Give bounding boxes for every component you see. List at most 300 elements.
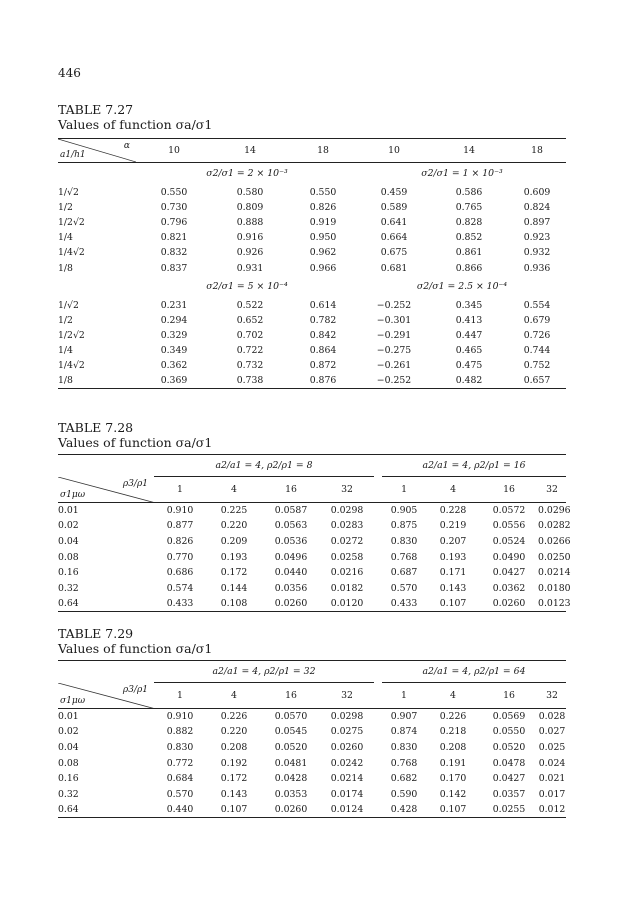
table-cell: 0.0124	[320, 802, 374, 818]
row-label: 0.04	[58, 741, 79, 753]
corner-a1-h1: a1/h1	[60, 150, 86, 160]
row-label: 1/√2	[58, 186, 79, 198]
table-cell: 0.907	[390, 711, 418, 723]
table-7-28-heading	[58, 420, 212, 450]
table-cell: 0.0357	[492, 788, 526, 800]
table-cell: 0.675	[380, 247, 408, 259]
table-cell: 0.950	[309, 232, 337, 244]
table-cell: 0.219	[439, 520, 467, 532]
table-cell: 0.0353	[274, 788, 308, 800]
row-label: 1/√2	[58, 299, 79, 311]
table-cell: 0.550	[309, 186, 337, 198]
col-header: 32	[538, 477, 566, 503]
table-cell: 0.609	[523, 186, 551, 198]
table-cell: 0.782	[309, 314, 337, 326]
table-7-28-label: TABLE 7.28	[58, 420, 134, 435]
table-cell: 0.738	[212, 374, 288, 389]
row-label: 0.16	[58, 773, 79, 785]
row-label: 1/2√2	[58, 330, 85, 342]
table-cell: 0.768	[390, 757, 418, 769]
table-cell: 0.809	[236, 201, 264, 213]
col-header: 18	[288, 139, 358, 163]
table-cell: 0.440	[154, 802, 206, 818]
column-gap	[374, 771, 382, 787]
table-cell: 0.828	[455, 216, 483, 228]
table-7-27-caption: Values of function σa/σ1	[58, 117, 213, 132]
group-right-header: a2/a1 = 4, ρ2/ρ1 = 16	[382, 455, 566, 477]
table-cell: 0.0587	[274, 505, 308, 517]
table-cell: 0.0298	[330, 505, 364, 517]
table-7-27-label: TABLE 7.27	[58, 102, 134, 117]
table-cell: 0.772	[166, 757, 194, 769]
table-cell: 0.0283	[330, 520, 364, 532]
table-7-29-corner-cell	[58, 683, 154, 709]
table-cell: 0.837	[160, 262, 188, 274]
row-label: 1/4	[58, 345, 73, 357]
table-cell: 0.465	[455, 345, 483, 357]
table-cell: 0.888	[236, 216, 264, 228]
col-header: 32	[538, 683, 566, 709]
table-7-28	[58, 454, 571, 612]
row-label: 1/8	[58, 262, 73, 274]
table-cell: 0.752	[523, 360, 551, 372]
table-cell: −0.261	[376, 360, 412, 372]
col-header: 4	[426, 683, 480, 709]
table-cell: 0.0120	[320, 596, 374, 612]
table-row	[58, 518, 566, 534]
table-cell: 0.0427	[492, 773, 526, 785]
table-cell: 0.0182	[330, 582, 364, 594]
table-cell: 0.433	[382, 596, 426, 612]
block2-left-condition: σ2/σ1 = 5 × 10⁻⁴	[206, 281, 288, 293]
group-left-header: a2/a1 = 4, ρ2/ρ1 = 32	[154, 661, 374, 683]
table-cell: 0.926	[236, 247, 264, 259]
corner-rho3-rho1: ρ3/ρ1	[122, 684, 148, 695]
page-number: 446	[58, 66, 81, 80]
table-cell: 0.936	[523, 262, 551, 274]
col-header: 10	[358, 139, 430, 163]
table-row	[58, 596, 566, 612]
table-cell: −0.252	[358, 374, 430, 389]
table-cell: 0.0556	[492, 520, 526, 532]
table-cell: 0.0180	[538, 582, 571, 594]
table-cell: 0.962	[309, 247, 337, 259]
table-cell: 0.369	[136, 374, 212, 389]
table-cell: 0.207	[439, 535, 467, 547]
table-7-28-corner-cell	[58, 477, 154, 503]
column-gap	[374, 802, 382, 818]
table-cell: 0.0260	[262, 596, 320, 612]
col-header: 4	[206, 683, 262, 709]
table-cell: 0.170	[439, 773, 467, 785]
table-cell: 0.0255	[480, 802, 538, 818]
table-cell: 0.226	[439, 711, 467, 723]
table-cell: 0.208	[220, 741, 248, 753]
group-left-header: a2/a1 = 4, ρ2/ρ1 = 8	[154, 455, 374, 477]
table-cell: 0.0362	[492, 582, 526, 594]
table-cell: 0.919	[309, 216, 337, 228]
row-label: 1/2	[58, 314, 73, 326]
table-7-27	[58, 138, 566, 389]
table-cell: 0.866	[455, 262, 483, 274]
table-cell: 0.826	[309, 201, 337, 213]
table-cell: 0.0524	[492, 535, 526, 547]
table-cell: 0.218	[439, 726, 467, 738]
table-cell: 0.172	[220, 567, 248, 579]
table-cell: 0.107	[426, 802, 480, 818]
table-row	[58, 580, 566, 596]
table-cell: 0.475	[455, 360, 483, 372]
table-cell: 0.590	[390, 788, 418, 800]
table-cell: 0.730	[160, 201, 188, 213]
table-cell: 0.171	[439, 567, 467, 579]
table-cell: 0.570	[390, 582, 418, 594]
table-cell: 0.0569	[492, 711, 526, 723]
table-row	[58, 260, 566, 275]
row-label: 0.32	[58, 788, 79, 800]
col-header: 14	[430, 139, 508, 163]
table-cell: 0.684	[166, 773, 194, 785]
table-cell: 0.0496	[274, 551, 308, 563]
table-cell: 0.0272	[330, 535, 364, 547]
column-gap	[374, 565, 382, 581]
table-row	[58, 534, 566, 550]
row-label: 0.64	[58, 596, 154, 612]
table-cell: 0.702	[236, 330, 264, 342]
table-cell: 0.0258	[330, 551, 364, 563]
table-row	[58, 771, 566, 787]
table-cell: 0.826	[166, 535, 194, 547]
corner-rho3-rho1: ρ3/ρ1	[122, 478, 148, 489]
table-cell: 0.864	[309, 345, 337, 357]
table-cell: 0.0282	[538, 520, 571, 532]
table-cell: 0.413	[455, 314, 483, 326]
table-cell: 0.482	[430, 374, 508, 389]
table-cell: 0.861	[455, 247, 483, 259]
table-row	[58, 724, 566, 740]
table-cell: 0.209	[220, 535, 248, 547]
table-cell: 0.231	[160, 299, 188, 311]
table-cell: −0.252	[376, 299, 412, 311]
table-cell: 0.0275	[330, 726, 364, 738]
row-label: 0.64	[58, 802, 154, 818]
table-cell: 0.0570	[274, 711, 308, 723]
row-label: 0.02	[58, 726, 79, 738]
row-label: 0.32	[58, 582, 79, 594]
table-cell: 0.0481	[274, 757, 308, 769]
col-header: 14	[212, 139, 288, 163]
table-cell: 0.522	[236, 299, 264, 311]
table-7-29-label: TABLE 7.29	[58, 626, 134, 641]
table-cell: 0.0428	[274, 773, 308, 785]
table-row	[58, 200, 566, 215]
row-label: 1/8	[58, 374, 136, 389]
table-7-27-corner-cell	[58, 139, 136, 163]
table-cell: 0.021	[538, 773, 566, 785]
table-cell: 0.228	[439, 505, 467, 517]
table-cell: 0.580	[236, 186, 264, 198]
table-cell: 0.362	[160, 360, 188, 372]
table-cell: 0.932	[523, 247, 551, 259]
table-cell: 0.0520	[492, 741, 526, 753]
table-cell: 0.882	[166, 726, 194, 738]
table-cell: 0.722	[236, 345, 264, 357]
table-cell: 0.768	[390, 551, 418, 563]
group-right-header: a2/a1 = 4, ρ2/ρ1 = 64	[382, 661, 566, 683]
table-cell: 0.682	[390, 773, 418, 785]
table-cell: 0.0242	[330, 757, 364, 769]
table-cell: 0.916	[236, 232, 264, 244]
table-cell: 0.0490	[492, 551, 526, 563]
column-gap	[374, 596, 382, 612]
table-cell: 0.641	[380, 216, 408, 228]
table-row	[58, 313, 566, 328]
column-gap	[374, 534, 382, 550]
table-cell: 0.225	[220, 505, 248, 517]
table-row	[58, 786, 566, 802]
column-gap	[374, 549, 382, 565]
table-cell: 0.875	[390, 520, 418, 532]
table-cell: 0.744	[523, 345, 551, 357]
table-cell: 0.028	[538, 711, 566, 723]
table-row	[58, 328, 566, 343]
table-row	[58, 215, 566, 230]
table-cell: 0.0214	[538, 567, 571, 579]
row-label: 0.08	[58, 757, 79, 769]
block1-right-condition: σ2/σ1 = 1 × 10⁻³	[421, 168, 503, 180]
table-cell: 0.0260	[480, 596, 538, 612]
column-gap	[374, 503, 382, 519]
column-gap	[374, 724, 382, 740]
table-cell: 0.012	[538, 802, 566, 818]
col-header: 16	[262, 683, 320, 709]
table-cell: 0.0214	[330, 773, 364, 785]
table-cell: 0.447	[455, 330, 483, 342]
table-cell: 0.554	[523, 299, 551, 311]
table-row	[58, 298, 566, 313]
table-cell: 0.657	[508, 374, 566, 389]
table-cell: 0.193	[439, 551, 467, 563]
table-cell: 0.923	[523, 232, 551, 244]
table-cell: 0.0250	[538, 551, 571, 563]
table-row	[58, 503, 566, 519]
table-cell: 0.0296	[538, 505, 571, 517]
table-cell: 0.459	[380, 186, 408, 198]
table-row	[58, 549, 566, 565]
table-cell: 0.144	[220, 582, 248, 594]
col-header: 4	[426, 477, 480, 503]
table-row	[58, 709, 566, 725]
table-cell: 0.329	[160, 330, 188, 342]
table-cell: 0.821	[160, 232, 188, 244]
table-row	[58, 740, 566, 756]
table-cell: 0.664	[380, 232, 408, 244]
table-cell: 0.349	[160, 345, 188, 357]
table-cell: 0.679	[523, 314, 551, 326]
table-cell: 0.905	[390, 505, 418, 517]
table-row	[58, 245, 566, 260]
row-label: 0.01	[58, 711, 79, 723]
table-cell: 0.142	[439, 788, 467, 800]
table-cell: 0.017	[538, 788, 566, 800]
table-cell: 0.910	[166, 505, 194, 517]
col-header: 1	[154, 477, 206, 503]
table-cell: 0.910	[166, 711, 194, 723]
table-cell: 0.107	[426, 596, 480, 612]
table-cell: 0.852	[455, 232, 483, 244]
col-header: 1	[382, 683, 426, 709]
row-label: 1/4√2	[58, 247, 85, 259]
table-cell: 0.614	[309, 299, 337, 311]
table-cell: 0.220	[220, 520, 248, 532]
table-cell: 0.428	[382, 802, 426, 818]
table-cell: 0.842	[309, 330, 337, 342]
table-cell: 0.765	[455, 201, 483, 213]
row-label: 0.16	[58, 567, 79, 579]
corner-alpha: α	[123, 141, 130, 151]
table-cell: 0.0563	[274, 520, 308, 532]
table-row	[58, 755, 566, 771]
table-cell: −0.275	[376, 345, 412, 357]
table-cell: 0.192	[220, 757, 248, 769]
table-cell: 0.732	[236, 360, 264, 372]
column-gap	[374, 786, 382, 802]
table-cell: 0.550	[160, 186, 188, 198]
table-cell: 0.770	[166, 551, 194, 563]
col-header: 1	[154, 683, 206, 709]
table-7-28-caption: Values of function σa/σ1	[58, 435, 213, 450]
table-cell: 0.872	[309, 360, 337, 372]
block1-left-condition: σ2/σ1 = 2 × 10⁻³	[206, 168, 288, 180]
table-row	[58, 565, 566, 581]
col-header: 32	[320, 683, 374, 709]
table-cell: 0.687	[390, 567, 418, 579]
table-cell: 0.681	[380, 262, 408, 274]
table-cell: 0.108	[206, 596, 262, 612]
table-cell: 0.877	[166, 520, 194, 532]
column-gap	[374, 755, 382, 771]
table-cell: 0.0260	[330, 741, 364, 753]
col-header: 16	[480, 683, 538, 709]
col-header: 10	[136, 139, 212, 163]
table-cell: 0.966	[309, 262, 337, 274]
row-label: 1/2	[58, 201, 73, 213]
table-cell: 0.931	[236, 262, 264, 274]
row-label: 0.01	[58, 505, 79, 517]
table-cell: 0.0572	[492, 505, 526, 517]
column-gap	[374, 709, 382, 725]
col-header: 18	[508, 139, 566, 163]
table-cell: 0.589	[380, 201, 408, 213]
block2-right-condition: σ2/σ1 = 2.5 × 10⁻⁴	[416, 281, 508, 293]
table-7-27-heading	[58, 102, 212, 132]
table-7-29-caption: Values of function σa/σ1	[58, 641, 213, 656]
table-row	[58, 343, 566, 358]
table-cell: 0.0478	[492, 757, 526, 769]
table-cell: 0.0123	[538, 596, 566, 612]
table-cell: −0.301	[376, 314, 412, 326]
row-label: 0.04	[58, 535, 79, 547]
table-cell: 0.876	[288, 374, 358, 389]
table-cell: 0.024	[538, 757, 566, 769]
table-cell: 0.0356	[274, 582, 308, 594]
col-header: 16	[480, 477, 538, 503]
table-cell: 0.830	[166, 741, 194, 753]
table-cell: 0.0536	[274, 535, 308, 547]
table-cell: 0.027	[538, 726, 566, 738]
table-cell: 0.345	[455, 299, 483, 311]
table-cell: 0.574	[166, 582, 194, 594]
table-cell: 0.726	[523, 330, 551, 342]
row-label: 0.08	[58, 551, 79, 563]
table-7-29	[58, 660, 566, 818]
table-cell: 0.0550	[492, 726, 526, 738]
column-gap	[374, 518, 382, 534]
table-cell: 0.107	[206, 802, 262, 818]
table-cell: −0.291	[376, 330, 412, 342]
table-cell: 0.874	[390, 726, 418, 738]
table-7-29-heading	[58, 626, 212, 656]
table-cell: 0.652	[236, 314, 264, 326]
table-row	[58, 802, 566, 818]
table-row	[58, 374, 566, 389]
col-header: 16	[262, 477, 320, 503]
table-cell: 0.193	[220, 551, 248, 563]
table-cell: 0.0298	[330, 711, 364, 723]
table-cell: 0.226	[220, 711, 248, 723]
table-cell: 0.191	[439, 757, 467, 769]
table-cell: 0.143	[220, 788, 248, 800]
table-cell: 0.824	[523, 201, 551, 213]
row-label: 0.02	[58, 520, 79, 532]
col-header: 4	[206, 477, 262, 503]
corner-sigma1-mu-omega: σ1μω	[60, 490, 86, 500]
table-cell: 0.208	[439, 741, 467, 753]
table-cell: 0.220	[220, 726, 248, 738]
row-label: 1/4	[58, 232, 73, 244]
table-cell: 0.586	[455, 186, 483, 198]
table-cell: 0.0545	[274, 726, 308, 738]
table-cell: 0.830	[390, 741, 418, 753]
table-cell: 0.172	[220, 773, 248, 785]
col-header: 1	[382, 477, 426, 503]
table-cell: 0.0174	[330, 788, 364, 800]
table-cell: 0.433	[154, 596, 206, 612]
column-gap	[374, 580, 382, 596]
table-cell: 0.0520	[274, 741, 308, 753]
table-row	[58, 185, 566, 200]
col-header: 32	[320, 477, 374, 503]
column-gap	[374, 740, 382, 756]
table-cell: 0.897	[523, 216, 551, 228]
table-row	[58, 358, 566, 373]
table-cell: 0.686	[166, 567, 194, 579]
table-cell: 0.570	[166, 788, 194, 800]
table-cell: 0.830	[390, 535, 418, 547]
table-cell: 0.0260	[262, 802, 320, 818]
table-row	[58, 230, 566, 245]
row-label: 1/2√2	[58, 216, 85, 228]
table-cell: 0.796	[160, 216, 188, 228]
table-cell: 0.294	[160, 314, 188, 326]
table-cell: 0.0266	[538, 535, 571, 547]
corner-sigma1-mu-omega: σ1μω	[60, 696, 86, 706]
table-cell: 0.025	[538, 741, 566, 753]
table-cell: 0.0427	[492, 567, 526, 579]
row-label: 1/4√2	[58, 360, 85, 372]
table-cell: 0.0216	[330, 567, 364, 579]
table-cell: 0.0440	[274, 567, 308, 579]
